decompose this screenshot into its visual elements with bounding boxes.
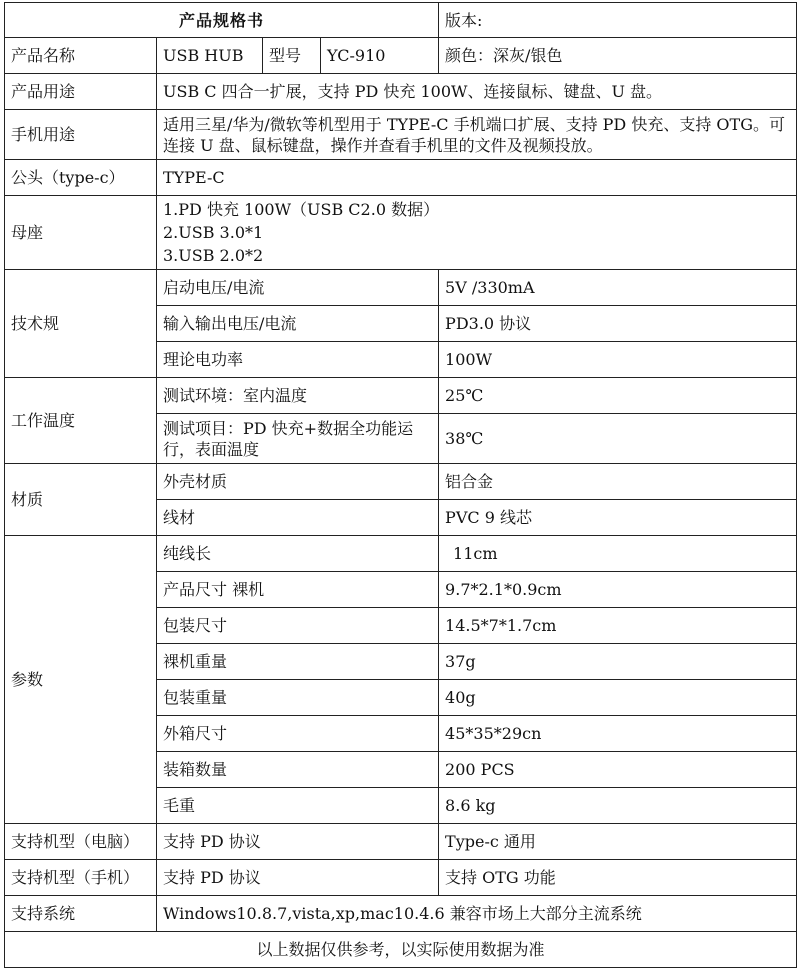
female-port-line: 2.USB 3.0*1 — [163, 223, 264, 242]
title-row — [5, 3, 797, 38]
tech-item-value: 100W — [439, 342, 797, 378]
label-support-pc: 支持机型（电脑） — [5, 824, 157, 860]
row-phone-usage — [5, 110, 797, 160]
value-male-connector: TYPE-C — [157, 160, 797, 196]
row-support-pc — [5, 824, 797, 860]
value-female-ports — [157, 196, 797, 270]
row-param — [5, 536, 797, 572]
param-name: 包装尺寸 — [157, 608, 439, 644]
param-value: 37g — [439, 644, 797, 680]
female-port-line: 3.USB 2.0*2 — [163, 246, 264, 265]
temp-item-name: 测试环境：室内温度 — [157, 378, 439, 414]
param-value: 14.5*7*1.7cm — [439, 608, 797, 644]
param-name: 产品尺寸 裸机 — [157, 572, 439, 608]
tech-item-name: 理论电功率 — [157, 342, 439, 378]
param-value: 11cm — [439, 536, 797, 572]
tech-item-name: 输入输出电压/电流 — [157, 306, 439, 342]
row-material — [5, 464, 797, 500]
label-male-connector: 公头（type-c） — [5, 160, 157, 196]
param-value: 8.6 kg — [439, 788, 797, 824]
param-name: 包装重量 — [157, 680, 439, 716]
doc-title: 产品规格书 — [5, 3, 439, 38]
label-model: 型号 — [263, 38, 321, 74]
row-male-connector — [5, 160, 797, 196]
material-item-name: 外壳材质 — [157, 464, 439, 500]
value-support-os: Windows10.8.7,vista,xp,mac10.4.6 兼容市场上大部分主流系统 — [157, 896, 797, 932]
param-name: 装箱数量 — [157, 752, 439, 788]
temp-item-value: 38℃ — [439, 414, 797, 464]
support-pc-value: Type-c 通用 — [439, 824, 797, 860]
param-value: 200 PCS — [439, 752, 797, 788]
temp-item-name: 测试项目：PD 快充+数据全功能运行，表面温度 — [157, 414, 439, 464]
param-name: 外箱尺寸 — [157, 716, 439, 752]
value-product-name: USB HUB — [157, 38, 263, 74]
spec-table — [4, 2, 797, 968]
row-temp — [5, 378, 797, 414]
value-phone-usage: 适用三星/华为/微软等机型用于 TYPE-C 手机端口扩展、支持 PD 快充、支持 OTG。可连接 U 盘、鼠标键盘，操作并查看手机里的文件及视频投放。 — [157, 110, 797, 160]
support-mobile-value: 支持 OTG 功能 — [439, 860, 797, 896]
material-item-name: 线材 — [157, 500, 439, 536]
support-mobile-name: 支持 PD 协议 — [157, 860, 439, 896]
version-label: 版本: — [439, 3, 797, 38]
label-support-os: 支持系统 — [5, 896, 157, 932]
temp-item-value: 25℃ — [439, 378, 797, 414]
param-name: 裸机重量 — [157, 644, 439, 680]
row-support-os — [5, 896, 797, 932]
value-color: 颜色：深灰/银色 — [439, 38, 797, 74]
label-phone-usage: 手机用途 — [5, 110, 157, 160]
row-product-name — [5, 38, 797, 74]
tech-item-value: PD3.0 协议 — [439, 306, 797, 342]
tech-item-value: 5V /330mA — [439, 270, 797, 306]
label-usage: 产品用途 — [5, 74, 157, 110]
param-value: 40g — [439, 680, 797, 716]
param-name: 毛重 — [157, 788, 439, 824]
label-temp: 工作温度 — [5, 378, 157, 464]
footer-note: 以上数据仅供参考，以实际使用数据为准 — [5, 932, 797, 968]
row-usage — [5, 74, 797, 110]
row-support-mobile — [5, 860, 797, 896]
param-value: 9.7*2.1*0.9cm — [439, 572, 797, 608]
value-usage: USB C 四合一扩展，支持 PD 快充 100W、连接鼠标、键盘、U 盘。 — [157, 74, 797, 110]
row-footer — [5, 932, 797, 968]
support-pc-name: 支持 PD 协议 — [157, 824, 439, 860]
label-material: 材质 — [5, 464, 157, 536]
label-tech: 技术规 — [5, 270, 157, 378]
label-support-mobile: 支持机型（手机） — [5, 860, 157, 896]
material-item-value: 铝合金 — [439, 464, 797, 500]
female-port-line: 1.PD 快充 100W（USB C2.0 数据） — [163, 200, 440, 219]
value-model: YC-910 — [321, 38, 439, 74]
param-name: 纯线长 — [157, 536, 439, 572]
row-female-ports — [5, 196, 797, 270]
row-tech — [5, 270, 797, 306]
label-product-name: 产品名称 — [5, 38, 157, 74]
param-value: 45*35*29cn — [439, 716, 797, 752]
material-item-value: PVC 9 线芯 — [439, 500, 797, 536]
label-female-ports: 母座 — [5, 196, 157, 270]
tech-item-name: 启动电压/电流 — [157, 270, 439, 306]
label-params: 参数 — [5, 536, 157, 824]
